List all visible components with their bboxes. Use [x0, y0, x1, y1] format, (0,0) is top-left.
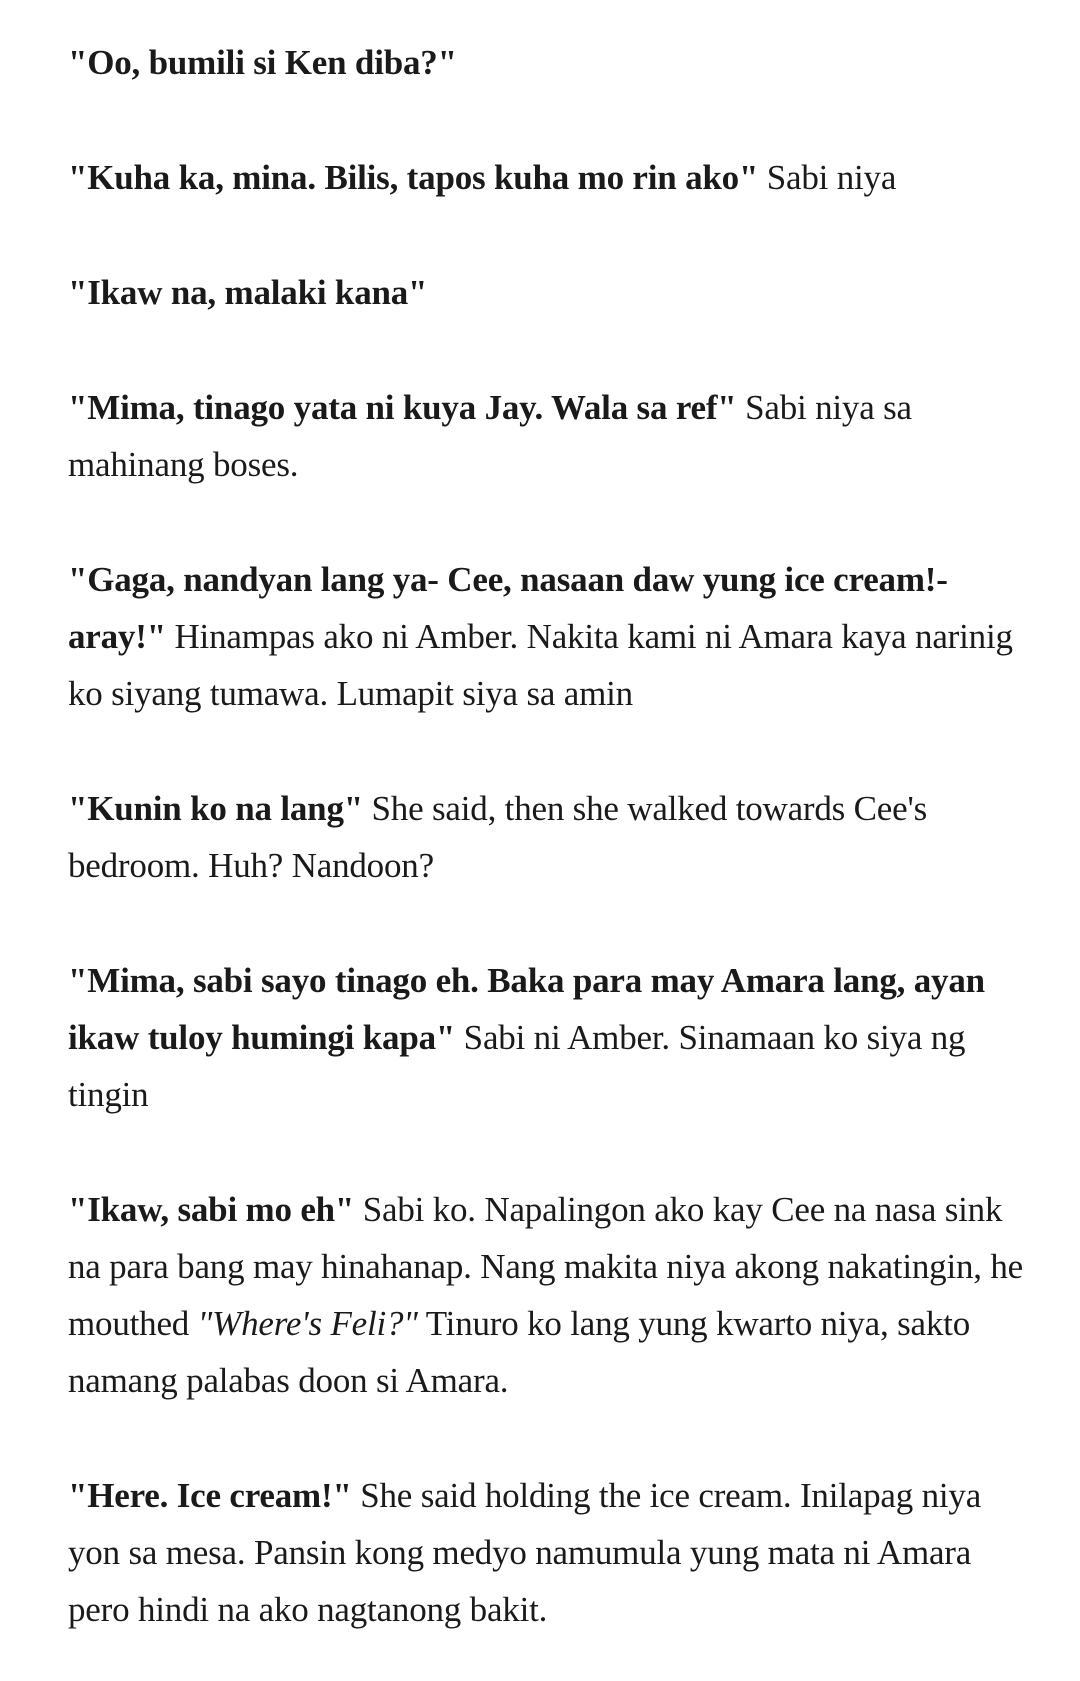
narration-text: Tinuro ko lang yung kwarto niya, sakto namang palabas doon si Amara. [68, 1304, 970, 1400]
narration-text: Hinampas ako ni Amber. Nakita kami ni Amara kaya narinig ko siyang tumawa. Lumapit siya sa amin [68, 617, 1013, 713]
dialogue-line: "Kunin ko na lang" [68, 789, 363, 828]
narration-text: Sabi ni Amber. Sinamaan ko siya ng tingin [68, 1018, 966, 1114]
mouthed-line: "Where's Feli?" [197, 1304, 418, 1343]
story-paragraph-9 [68, 1467, 1028, 1638]
narration-text: She said, then she walked towards Cee's bedroom. Huh? Nandoon? [68, 789, 927, 885]
narration-text: Sabi niya [758, 158, 897, 197]
story-paragraph-5 [68, 551, 1028, 722]
story-paragraph-4 [68, 379, 1028, 493]
story-paragraph-7 [68, 952, 1028, 1123]
narration-text: Sabi niya sa mahinang boses. [68, 388, 912, 484]
dialogue-line: "Mima, tinago yata ni kuya Jay. Wala sa ref" [68, 388, 737, 427]
narration-text: She said holding the ice cream. Inilapag niya yon sa mesa. Pansin kong medyo namumula yung mata ni Amara pero hindi na ako nagtanong bakit. [68, 1476, 982, 1629]
dialogue-line: "Oo, bumili si Ken diba?" [68, 43, 457, 82]
dialogue-line: "Kuha ka, mina. Bilis, tapos kuha mo rin ako" [68, 158, 759, 197]
dialogue-line: "Ikaw, sabi mo eh" [68, 1190, 355, 1229]
narration-text: Sabi ko. Napalingon ako kay Cee na nasa sink na para bang may hinahanap. Nang makita niya akong nakatingin, he mouthed [68, 1190, 1024, 1343]
story-paragraph-2 [68, 149, 1028, 206]
story-paragraph-1 [68, 34, 1028, 91]
dialogue-line: "Mima, sabi sayo tinago eh. Baka para may Amara lang, ayan ikaw tuloy humingi kapa" [68, 961, 985, 1057]
story-paragraph-6 [68, 780, 1028, 894]
dialogue-line: "Here. Ice cream!" [68, 1476, 352, 1515]
dialogue-line: "Gaga, nandyan lang ya- Cee, nasaan daw yung ice cream!- aray!" [68, 560, 948, 656]
story-paragraph-8 [68, 1181, 1028, 1409]
story-paragraph-3 [68, 264, 1028, 321]
dialogue-line: "Ikaw na, malaki kana" [68, 273, 428, 312]
